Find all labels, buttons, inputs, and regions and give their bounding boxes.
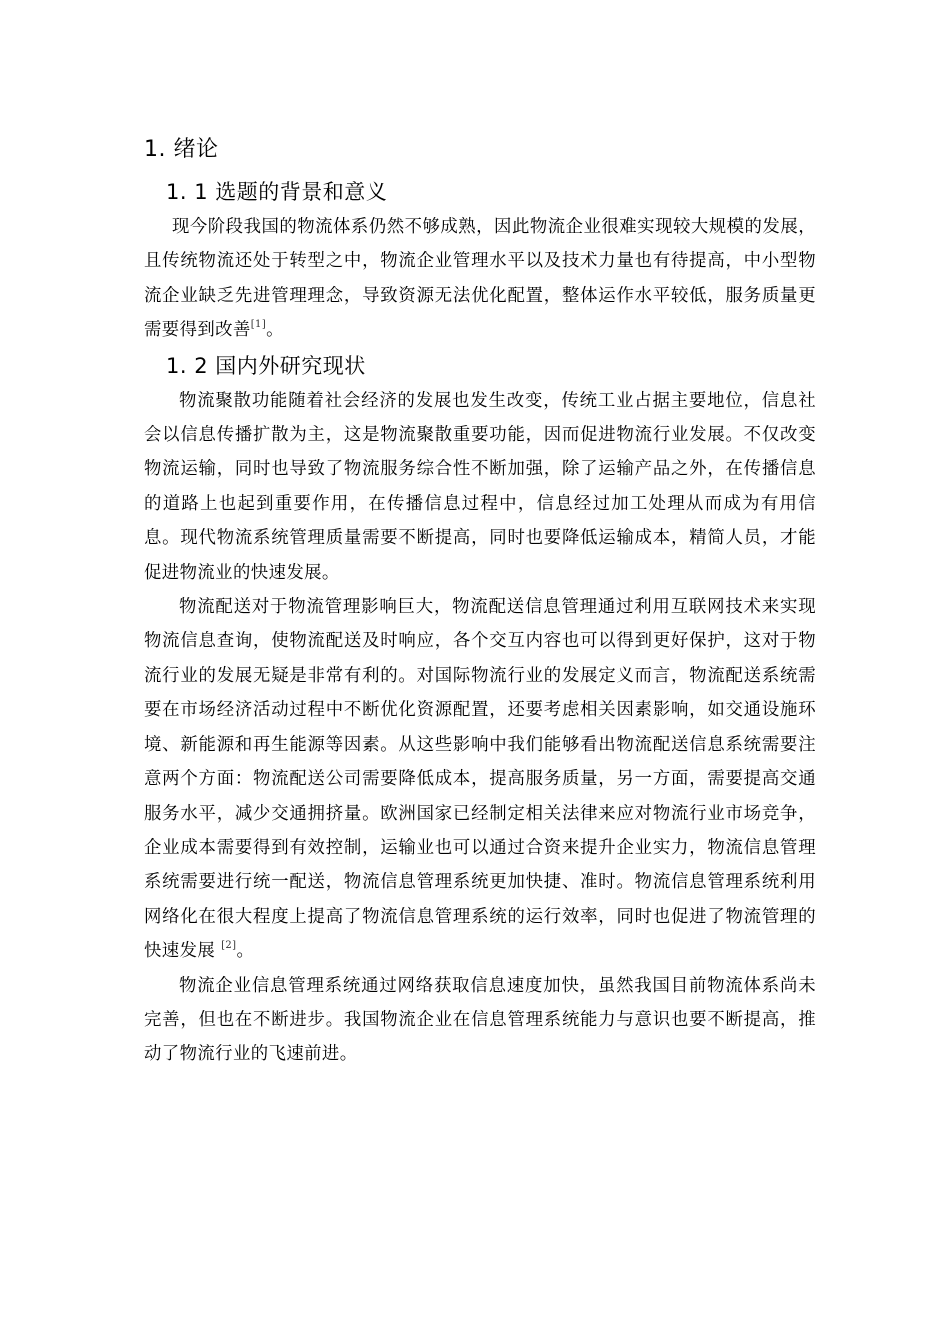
section-1-paragraph	[144, 210, 816, 348]
section-1-text: 现今阶段我国的物流体系仍然不够成熟，因此物流企业很难实现较大规模的发展，且传统物流还处于转型之中，物流企业管理水平以及技术力量也有待提高，中小型物流企业缺乏先进管理理念，导致资源无法优化配置，整体运作水平较低，服务质量更需要得到改善	[144, 217, 816, 341]
section-2-paragraph-3: 物流企业信息管理系统通过网络获取信息速度加快，虽然我国目前物流体系尚未完善，但也在不断进步。我国物流企业在信息管理系统能力与意识也要不断提高，推动了物流行业的飞速前进。	[144, 975, 816, 1065]
section-2-paragraph-2	[144, 590, 816, 968]
section-2-title: 1. 2 国内外研究现状	[166, 353, 366, 378]
section-1-title: 1. 1 选题的背景和意义	[166, 180, 388, 204]
page-content	[144, 132, 816, 1072]
citation-2: [2]	[221, 940, 237, 952]
section-2-paragraph-2-end: 。	[236, 941, 255, 962]
section-2-paragraph-1: 物流聚散功能随着社会经济的发展也发生改变，传统工业占据主要地位，信息社会以信息传播扩散为主，这是物流聚散重要功能，因而促进物流行业发展。不仅改变物流运输，同时也导致了物流服务综合性不断加强，除了运输产品之外，在传播信息的道路上也起到重要作用，在传播信息过程中，信息经过加工处理从而成为有用信息。现代物流系统管理质量需要不断提高，同时也要降低运输成本，精简人员，才能促进物流业的快速发展。	[144, 390, 816, 583]
chapter-title: 1. 绪论	[144, 137, 219, 162]
section-2-paragraph-2-text: 物流配送对于物流管理影响巨大，物流配送信息管理通过利用互联网技术来实现物流信息查询，使物流配送及时响应，各个交互内容也可以得到更好保护，这对于物流行业的发展无疑是非常有利的。对国际物流行业的发展定义而言，物流配送系统需要在市场经济活动过程中不断优化资源配置，还要考虑相关因素影响，如交通设施环境、新能源和再生能源等因素。从这些影响中我们能够看出物流配送信息系统需要注意两个方面：物流配送公司需要降低成本，提高服务质量，另一方面，需要提高交通服务水平，减少交通拥挤量。欧洲国家已经制定相关法律来应对物流行业市场竞争，企业成本需要得到有效控制，运输业也可以通过合资来提升企业实力，物流信息管理系统需要进行统一配送，物流信息管理系统更加快捷、准时。物流信息管理系统利用网络化在很大程度上提高了物流信息管理系统的运行效率，同时也促进了物流管理的快速发展	[144, 597, 816, 962]
citation-1: [1]	[250, 319, 267, 331]
section-1-end: 。	[266, 320, 284, 341]
